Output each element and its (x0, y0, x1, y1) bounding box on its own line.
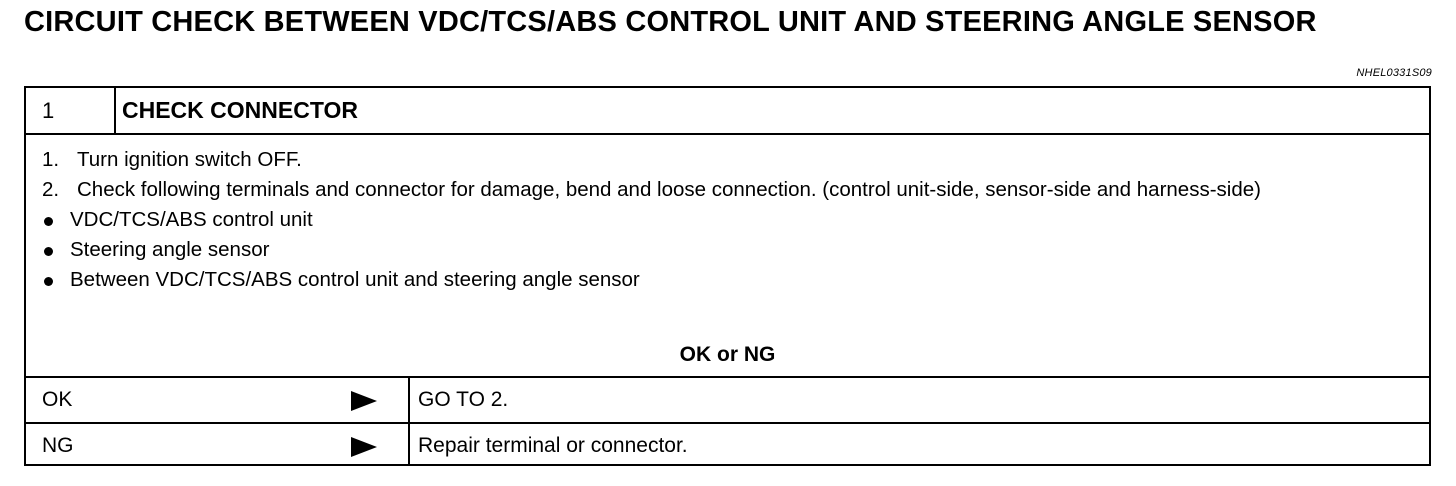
bullet-icon (42, 235, 70, 265)
bullet-icon (42, 265, 70, 295)
bullet-item (42, 205, 1419, 235)
step-title: CHECK CONNECTOR (122, 97, 358, 123)
result-label: OK (42, 388, 73, 411)
arrow-right-icon (351, 378, 377, 422)
numbered-item (42, 175, 1419, 205)
instruction-list (42, 145, 1419, 295)
page-title: CIRCUIT CHECK BETWEEN VDC/TCS/ABS CONTROL UNIT AND STEERING ANGLE SENSOR (24, 6, 1317, 38)
bullet-item (42, 265, 1419, 295)
result-label: NG (42, 434, 74, 457)
item-number: 1. (42, 148, 60, 171)
column-divider (408, 424, 410, 466)
column-divider (408, 378, 410, 422)
step-number: 1 (26, 88, 116, 133)
bullet-icon (42, 205, 70, 235)
result-action: GO TO 2. (418, 388, 509, 411)
result-row-ng (26, 424, 1429, 466)
result-row-ok (26, 378, 1429, 424)
result-heading: OK or NG (679, 343, 776, 366)
item-text: Turn ignition switch OFF. (77, 148, 302, 171)
bullet-text: VDC/TCS/ABS control unit (70, 208, 313, 231)
arrow-right-icon (351, 424, 377, 468)
step-header-row (26, 88, 1429, 135)
reference-code: NHEL0331S09 (1356, 67, 1432, 79)
bullet-text: Steering angle sensor (70, 238, 270, 261)
step-table (24, 86, 1431, 466)
numbered-item (42, 145, 1419, 175)
bullet-item (42, 235, 1419, 265)
bullet-text: Between VDC/TCS/ABS control unit and steering angle sensor (70, 268, 640, 291)
item-text: Check following terminals and connector for damage, bend and loose connection. (control unit-side, sensor-side and harness-side) (77, 178, 1261, 201)
result-action: Repair terminal or connector. (418, 434, 688, 457)
step-instructions (26, 135, 1429, 378)
item-number: 2. (42, 178, 60, 201)
